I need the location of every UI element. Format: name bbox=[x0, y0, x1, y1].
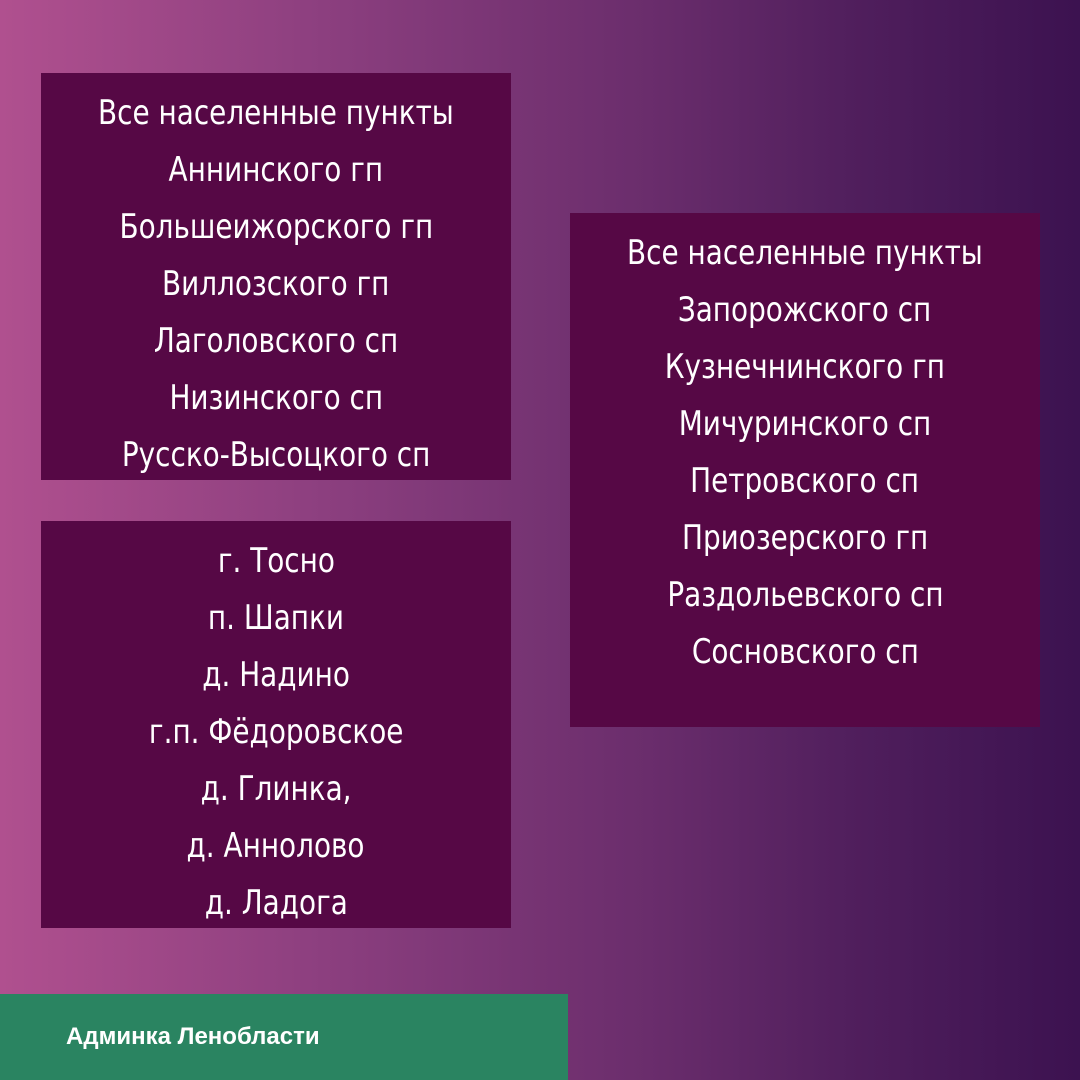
panel-line: Аннинского гп bbox=[168, 150, 384, 190]
panel-line: Русско-Высоцкого сп bbox=[121, 435, 431, 475]
footer-bar bbox=[0, 994, 568, 1080]
footer-label: Админка Ленобласти bbox=[66, 1023, 320, 1050]
panel-line: Сосновского сп bbox=[691, 632, 919, 672]
panel-line: Большеижорского гп bbox=[119, 207, 433, 247]
panel-line: д. Надино bbox=[202, 655, 350, 695]
panel-line: Мичуринского сп bbox=[678, 404, 932, 444]
panel-line: Петровского сп bbox=[690, 461, 920, 501]
settlements-panel-right bbox=[570, 213, 1040, 727]
panel-line: Низинского сп bbox=[169, 378, 383, 418]
settlements-panel-top-left bbox=[41, 73, 511, 480]
panel-line: Виллозского гп bbox=[162, 264, 390, 304]
settlements-panel-bottom-left bbox=[41, 521, 511, 928]
panel-line: Раздольевского сп bbox=[666, 575, 944, 615]
panel-line: д. Ладога bbox=[204, 883, 348, 923]
panel-line: Все населенные пункты bbox=[627, 233, 983, 273]
panel-line: д. Глинка, bbox=[200, 769, 352, 809]
panel-line: г.п. Фёдоровское bbox=[148, 712, 404, 752]
panel-line: Лаголовского сп bbox=[153, 321, 399, 361]
panel-line: Приозерского гп bbox=[681, 518, 929, 558]
panel-line: г. Тосно bbox=[217, 541, 335, 581]
panel-line: п. Шапки bbox=[207, 598, 345, 638]
panel-line: д. Аннолово bbox=[187, 826, 365, 866]
panel-line: Кузнечнинского гп bbox=[664, 347, 946, 387]
panel-line: Запорожского сп bbox=[678, 290, 932, 330]
panel-line: Все населенные пункты bbox=[98, 93, 454, 133]
